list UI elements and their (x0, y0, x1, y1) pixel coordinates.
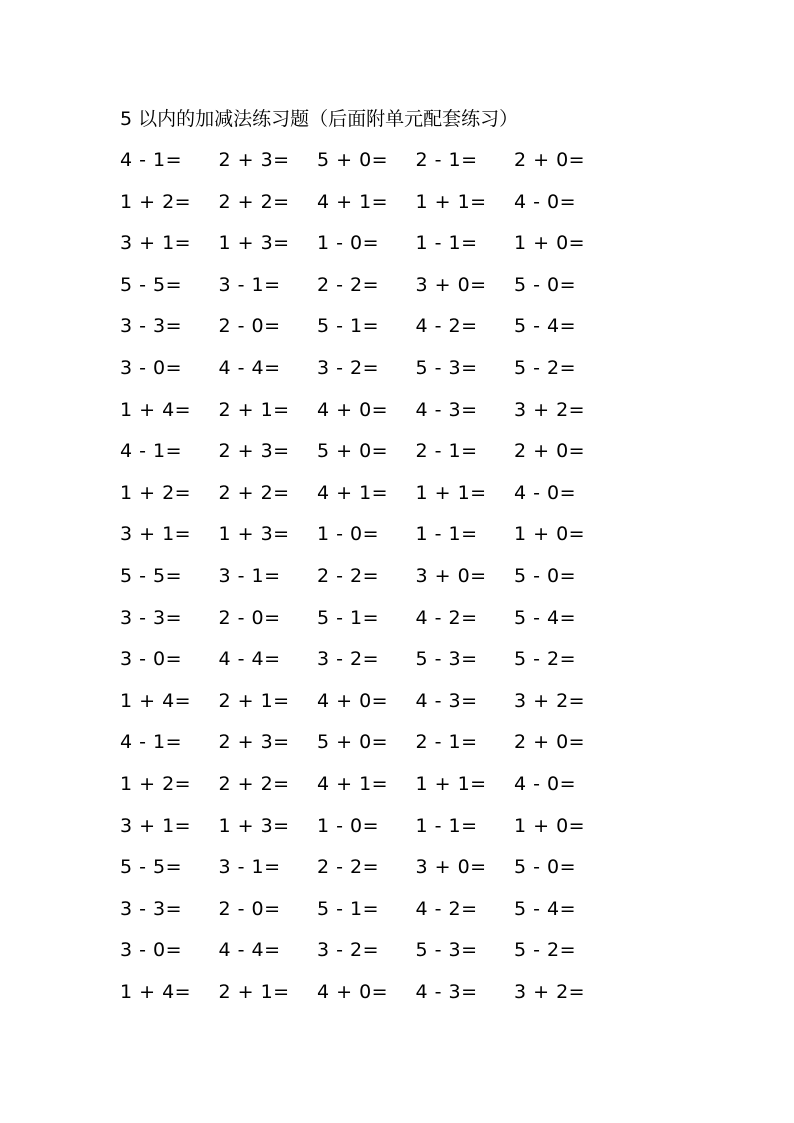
math-problem: 1 + 2= (120, 190, 192, 213)
math-problem: 1 + 1= (415, 190, 487, 213)
math-problem: 5 - 1= (317, 606, 380, 629)
math-problem: 3 - 1= (218, 564, 281, 587)
math-problem: 5 - 1= (317, 897, 380, 920)
math-problem: 3 - 1= (218, 856, 281, 879)
math-problem: 5 - 2= (514, 939, 577, 962)
math-problem: 2 + 1= (218, 689, 290, 712)
math-problem: 2 + 3= (218, 149, 290, 171)
math-problem: 2 - 0= (218, 897, 281, 920)
math-problem: 2 + 1= (218, 980, 290, 1003)
math-problem: 4 + 0= (317, 398, 389, 421)
math-problem: 1 - 1= (415, 232, 478, 255)
math-problem: 1 + 2= (120, 772, 192, 795)
math-problem: 3 - 2= (317, 939, 380, 962)
math-problem: 1 + 2= (120, 481, 192, 504)
math-problem: 5 + 0= (317, 731, 389, 754)
math-problem: 5 - 4= (514, 897, 577, 920)
math-problem: 3 - 0= (120, 356, 183, 379)
math-problem: 3 + 2= (514, 398, 586, 421)
math-problem: 5 - 0= (514, 273, 577, 296)
math-problem: 4 - 2= (415, 606, 478, 629)
math-problem: 1 + 3= (218, 232, 290, 255)
math-problem: 3 - 3= (120, 315, 183, 338)
math-problem: 4 - 2= (415, 315, 478, 338)
math-problem: 4 - 0= (514, 481, 577, 504)
math-problem: 5 - 4= (514, 315, 577, 338)
math-problem: 3 + 1= (120, 232, 192, 255)
math-problem: 1 + 0= (514, 814, 586, 837)
math-problem: 2 + 0= (514, 440, 586, 463)
math-problem: 2 + 3= (218, 440, 290, 463)
math-problem: 2 + 2= (218, 190, 290, 213)
math-problem: 1 + 1= (415, 481, 487, 504)
math-problem: 2 - 1= (415, 440, 478, 463)
math-problem: 1 + 3= (218, 814, 290, 837)
math-problem: 5 + 0= (317, 440, 389, 463)
math-problem: 3 - 2= (317, 648, 380, 671)
math-problem: 4 - 3= (415, 689, 478, 712)
math-problem: 4 - 4= (218, 356, 281, 379)
math-problem: 5 - 1= (317, 315, 380, 338)
math-problem: 1 + 4= (120, 689, 192, 712)
math-problem: 5 - 3= (415, 939, 478, 962)
math-problem: 5 + 0= (317, 149, 389, 171)
math-problem: 2 + 0= (514, 149, 586, 171)
math-problem: 1 + 4= (120, 980, 192, 1003)
math-problem: 4 - 1= (120, 731, 183, 754)
math-problem: 1 - 1= (415, 814, 478, 837)
math-problem: 5 - 5= (120, 856, 183, 879)
math-problem: 5 - 3= (415, 356, 478, 379)
math-problem: 2 - 2= (317, 856, 380, 879)
math-problem: 2 + 0= (514, 731, 586, 754)
math-problem: 1 - 1= (415, 523, 478, 546)
problem-grid (120, 145, 613, 1018)
math-problem: 4 - 4= (218, 648, 281, 671)
math-problem: 4 + 1= (317, 481, 389, 504)
math-problem: 5 - 0= (514, 564, 577, 587)
math-problem: 4 - 3= (415, 980, 478, 1003)
math-problem: 1 + 0= (514, 523, 586, 546)
math-problem: 2 - 1= (415, 149, 478, 171)
math-problem: 4 - 1= (120, 149, 183, 171)
math-problem: 1 - 0= (317, 232, 380, 255)
math-problem: 4 - 0= (514, 190, 577, 213)
math-problem: 3 + 1= (120, 814, 192, 837)
math-problem: 2 + 2= (218, 481, 290, 504)
math-problem: 4 - 2= (415, 897, 478, 920)
math-problem: 2 - 0= (218, 606, 281, 629)
math-problem: 5 - 4= (514, 606, 577, 629)
math-problem: 5 - 2= (514, 356, 577, 379)
math-problem: 4 + 1= (317, 190, 389, 213)
math-problem: 1 + 1= (415, 772, 487, 795)
math-problem: 3 + 0= (415, 856, 487, 879)
math-problem: 3 - 0= (120, 648, 183, 671)
math-problem: 2 - 0= (218, 315, 281, 338)
math-problem: 4 - 4= (218, 939, 281, 962)
math-problem: 4 + 1= (317, 772, 389, 795)
math-problem: 4 + 0= (317, 689, 389, 712)
math-problem: 3 + 0= (415, 273, 487, 296)
math-problem: 4 - 1= (120, 440, 183, 463)
math-problem: 4 - 3= (415, 398, 478, 421)
math-problem: 2 + 3= (218, 731, 290, 754)
math-problem: 3 + 2= (514, 980, 586, 1003)
math-problem: 5 - 3= (415, 648, 478, 671)
math-problem: 2 + 1= (218, 398, 290, 421)
math-problem: 1 + 0= (514, 232, 586, 255)
math-problem: 1 + 3= (218, 523, 290, 546)
math-problem: 3 + 2= (514, 689, 586, 712)
math-problem: 1 - 0= (317, 814, 380, 837)
math-problem: 2 - 1= (415, 731, 478, 754)
math-problem: 5 - 5= (120, 273, 183, 296)
math-problem: 4 - 0= (514, 772, 577, 795)
math-problem: 1 + 4= (120, 398, 192, 421)
page-title: 5 以内的加减法练习题（后面附单元配套练习） (120, 108, 519, 130)
math-problem: 3 - 3= (120, 606, 183, 629)
math-problem: 2 - 2= (317, 273, 380, 296)
math-problem: 1 - 0= (317, 523, 380, 546)
math-problem: 3 - 1= (218, 273, 281, 296)
math-problem: 3 - 0= (120, 939, 183, 962)
math-problem: 3 + 0= (415, 564, 487, 587)
math-problem: 5 - 0= (514, 856, 577, 879)
math-problem: 3 - 2= (317, 356, 380, 379)
math-problem: 3 - 3= (120, 897, 183, 920)
math-problem: 2 + 2= (218, 772, 290, 795)
math-problem: 4 + 0= (317, 980, 389, 1003)
math-problem: 5 - 5= (120, 564, 183, 587)
math-problem: 5 - 2= (514, 648, 577, 671)
math-problem: 2 - 2= (317, 564, 380, 587)
math-problem: 3 + 1= (120, 523, 192, 546)
